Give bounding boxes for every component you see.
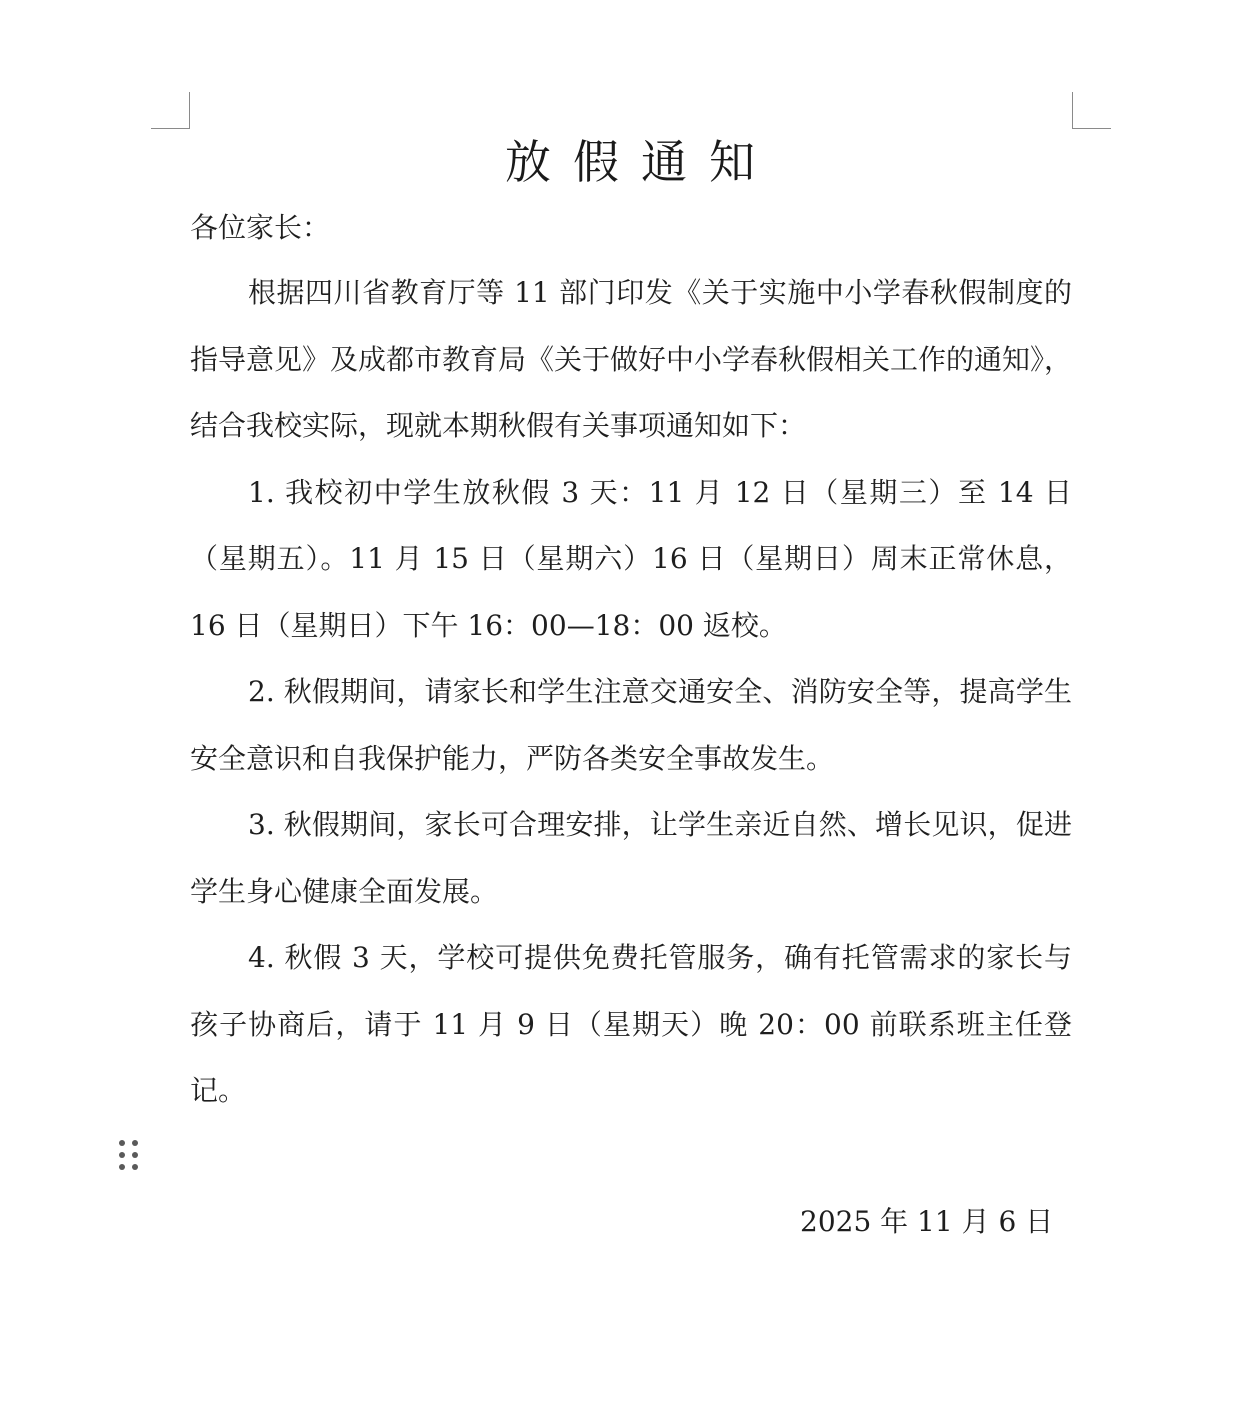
item-3-paragraph: 3. 秋假期间，家长可合理安排，让学生亲近自然、增长见识，促进学生身心健康全面发展。: [190, 808, 1072, 908]
item-1-paragraph: 1. 我校初中学生放秋假 3 天：11 月 12 日（星期三）至 14 日（星期五）。11 月 15 日（星期六）16 日（星期日）周末正常休息，16 日（星期日）下午 16：00—18：00 返校。: [190, 475, 1072, 642]
document-date: 2025 年 11 月 6 日: [800, 1205, 1054, 1238]
drag-handle-icon[interactable]: [119, 1140, 139, 1172]
document-title: 放假通知: [505, 135, 777, 189]
top-right-margin-mark: [1072, 92, 1111, 129]
top-left-margin-mark: [151, 92, 190, 129]
salutation: 各位家长：: [190, 211, 331, 244]
document-body: [190, 260, 1072, 1125]
item-2-paragraph: 2. 秋假期间，请家长和学生注意交通安全、消防安全等，提高学生安全意识和自我保护能力，严防各类安全事故发生。: [190, 675, 1072, 775]
item-4-paragraph: 4. 秋假 3 天，学校可提供免费托管服务，确有托管需求的家长与孩子协商后，请于 11 月 9 日（星期天）晚 20：00 前联系班主任登记。: [190, 941, 1072, 1107]
intro-paragraph: 根据四川省教育厅等 11 部门印发《关于实施中小学春秋假制度的指导意见》及成都市教育局《关于做好中小学春秋假相关工作的通知》，结合我校实际，现就本期秋假有关事项通知如下：: [190, 276, 1073, 442]
